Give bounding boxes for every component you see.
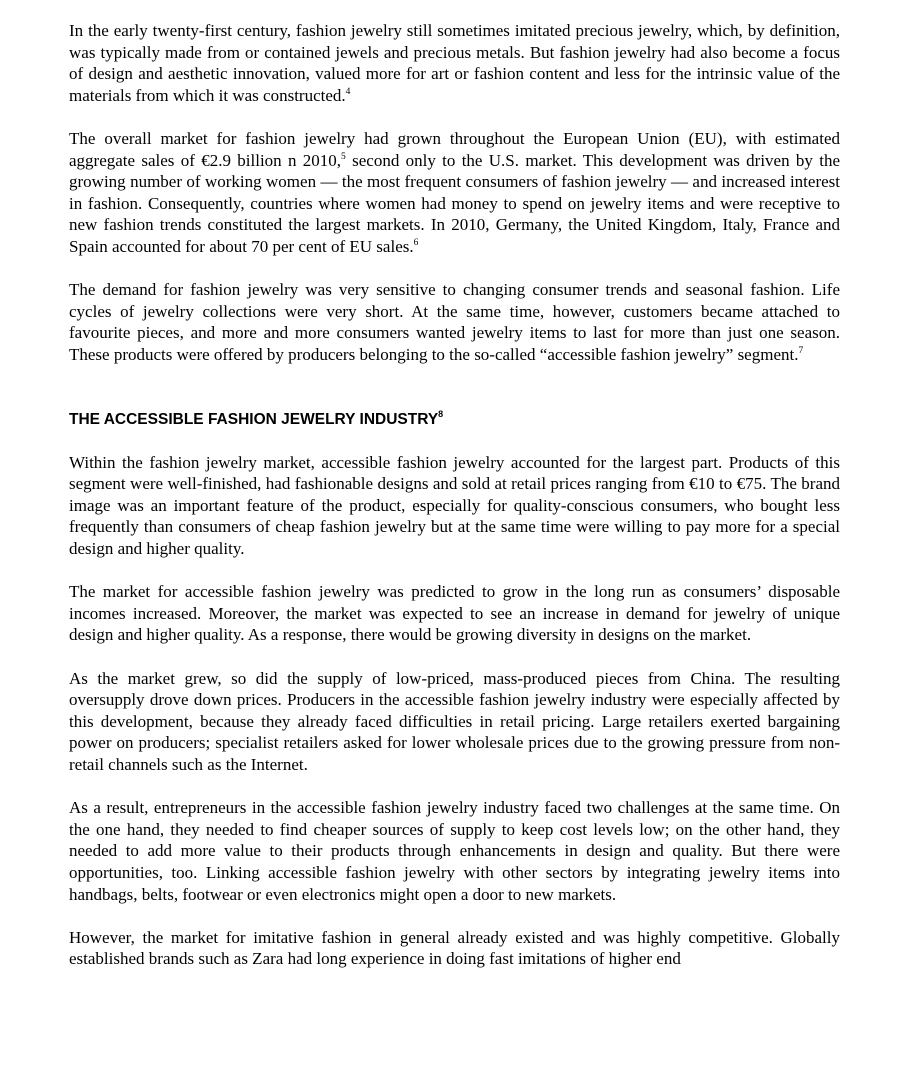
paragraph-market-growth: The market for accessible fashion jewelry was predicted to grow in the long run as consumers’ disposable incomes increased. Moreover, the market was expected to see an increase in demand for jewelry of unique design and higher quality. As a response, there would be growing diversity in designs on the market. — [69, 582, 840, 645]
paragraph-china-supply: As the market grew, so did the supply of low-priced, mass-produced pieces from China. The resulting oversupply drove down prices. Producers in the accessible fashion jewelry industry were especially affected by this development, because they already faced difficulties in retail pricing. Large retailers exerted bargaining power on producers; specialist retailers asked for lower wholesale prices due to the growing pressure from non-retail channels such as the Internet. — [69, 668, 840, 774]
footnote-ref-5[interactable]: 5 — [341, 151, 346, 162]
paragraph-accessible-segment: Within the fashion jewelry market, accessible fashion jewelry accounted for the largest part. Products of this segment were well-finished, had fashionable designs and sold at retail prices ranging from €10 to €75. The brand image was an important feature of the product, especially for quality-conscious consumers, who bought less frequently than consumers of cheap fashion jewelry but at the same time were willing to pay more for a special design and higher quality. — [69, 452, 840, 559]
paragraph-competition: However, the market for imitative fashion in general already existed and was highly competitive. Globally established brands such as Zara had long experience in doing fast imitations of higher end — [69, 927, 840, 969]
paragraph-eu-market: The overall market for fashion jewelry had grown throughout the European Union (EU), with estimated aggregate sales of €2.9 billion n 2010,$^5$ second only to the U.S. market. This development was driven by the growing number of working women — the most frequent consumers of fashion jewelry — and increased interest in fashion. Consequently, countries where women had money to spend on jewelry items and were receptive to new fashion trends constituted the largest markets. In 2010, Germany, the United Kingdom, Italy, France and Spain accounted for about 70 per cent of EU sales.$^6$ — [69, 128, 840, 256]
footnote-ref-6[interactable]: 6 — [413, 237, 419, 248]
footnote-ref-4[interactable]: 4 — [345, 86, 351, 97]
document-page — [69, 20, 840, 992]
section-heading: THE ACCESSIBLE FASHION JEWELRY INDUSTRY$^8$ — [69, 408, 444, 428]
paragraph-challenges: As a result, entrepreneurs in the accessible fashion jewelry industry faced two challenges at the same time. On the one hand, they needed to find cheaper sources of supply to keep cost levels low; on the other hand, they needed to add more value to their products through enhancements in design and quality. But there were opportunities, too. Linking accessible fashion jewelry with other sectors by integrating jewelry items into handbags, belts, footwear or even electronics might open a door to new markets. — [69, 798, 840, 904]
paragraph-fashion-jewelry-definition: In the early twenty-first century, fashion jewelry still sometimes imitated precious jewelry, which, by definition, was typically made from or contained jewels and precious metals. But fashion jewelry had also become a focus of design and aesthetic innovation, valued more for art or fashion content and less for the intrinsic value of the materials from which it was constructed.$^4$ — [69, 21, 840, 105]
footnote-ref-7[interactable]: 7 — [798, 345, 804, 356]
paragraph-demand-trends: The demand for fashion jewelry was very sensitive to changing consumer trends and seasonal fashion. Life cycles of jewelry collections were very short. At the same time, however, customers became attached to favourite pieces, and more and more consumers wanted jewelry items to last for more than just one season. These products were offered by producers belonging to the so-called “accessible fashion jewelry” segment.$^7$ — [69, 280, 840, 364]
footnote-ref-8[interactable]: 8 — [438, 408, 444, 419]
